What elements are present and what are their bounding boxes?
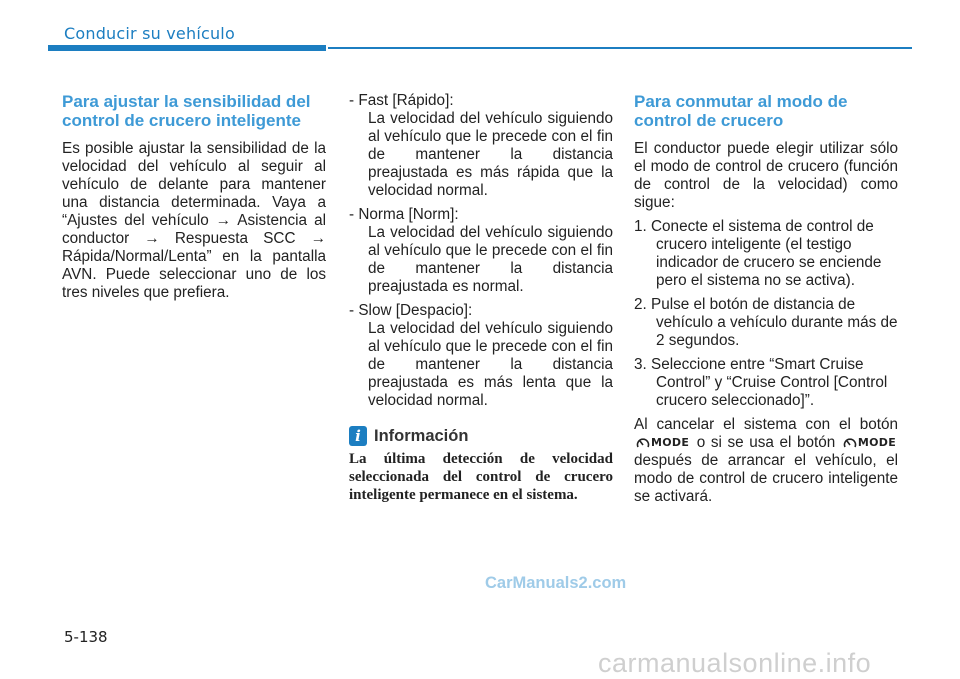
info-text: La última detección de velocidad seleccionada del control de crucero inteligente permanece en el sistema. xyxy=(349,451,613,503)
info-header xyxy=(349,426,613,446)
section-title: Conducir su vehículo xyxy=(64,24,235,43)
step-item: 3. Seleccione entre “Smart Cruise Control” y “Cruise Control [Control crucero seleccionado]”. xyxy=(634,356,888,409)
site-watermark: carmanualsonline.info xyxy=(598,648,872,678)
column-right xyxy=(634,92,898,512)
column-middle xyxy=(349,92,613,504)
list-item-body: La velocidad del vehículo siguiendo al vehículo que le precede con el fin de mantener la distancia preajustada es normal. xyxy=(368,224,613,295)
list-item xyxy=(349,302,613,410)
speedometer-icon xyxy=(843,437,857,449)
cruise-mode-outro xyxy=(634,416,898,506)
cruise-mode-intro: El conductor puede elegir utilizar sólo el modo de control de crucero (función de control de la velocidad) como sigue: xyxy=(634,140,898,211)
cruise-mode-button-icon xyxy=(843,434,896,452)
column-left xyxy=(62,92,326,308)
step-item: 2. Pulse el botón de distancia de vehículo a vehículo durante más de 2 segundos. xyxy=(634,296,898,349)
sensitivity-heading: Para ajustar la sensibilidad del control de crucero inteligente xyxy=(62,92,311,130)
header-bar-thin xyxy=(328,47,912,49)
list-item-label: - Norma [Norm]: xyxy=(349,206,459,223)
outro-text: o si se usa el botón xyxy=(696,434,836,452)
outro-text: Al cancelar el sistema con el botón xyxy=(634,416,898,433)
list-item-body: La velocidad del vehículo siguiendo al vehículo que le precede con el fin de mantener la distancia preajustada es más lenta que la velocidad normal. xyxy=(368,320,613,409)
list-item xyxy=(349,92,613,200)
steps-list xyxy=(634,218,898,410)
cruise-mode-heading: Para conmutar al modo de control de crucero xyxy=(634,92,848,130)
list-item-body: La velocidad del vehículo siguiendo al vehículo que le precede con el fin de mantener la distancia preajustada es más rápida que la velocidad normal. xyxy=(368,110,613,199)
outro-text: después de arrancar el vehículo, el modo de control de crucero inteligente se activará. xyxy=(634,452,898,506)
list-item-label: - Slow [Despacio]: xyxy=(349,302,473,319)
sensitivity-paragraph: Es posible ajustar la sensibilidad de la velocidad del vehículo al seguir al vehículo de delante para mantener una distancia determinada. Vaya a “Ajustes del vehículo → Asistencia al conductor → Respuesta SCC → Rápida/Normal/Lenta” en la pantalla AVN. Puede seleccionar uno de los tres niveles que prefiera. xyxy=(62,140,326,301)
watermark-link[interactable]: CarManuals2.com xyxy=(485,574,627,592)
info-icon: i xyxy=(349,426,367,446)
info-title: Información xyxy=(374,427,469,445)
header-bar-thick xyxy=(48,45,326,51)
mode-label: MODE xyxy=(651,436,690,449)
mode-label: MODE xyxy=(857,436,897,449)
list-item xyxy=(349,206,613,296)
list-item-label: - Fast [Rápido]: xyxy=(349,92,454,109)
speedometer-icon xyxy=(636,437,650,449)
page-number: 5-138 xyxy=(64,628,108,646)
step-item: 1. Conecte el sistema de control de crucero inteligente (el testigo indicador de crucero se enciende pero el sistema no se activa). xyxy=(634,218,882,289)
cruise-mode-button-icon xyxy=(636,434,689,452)
